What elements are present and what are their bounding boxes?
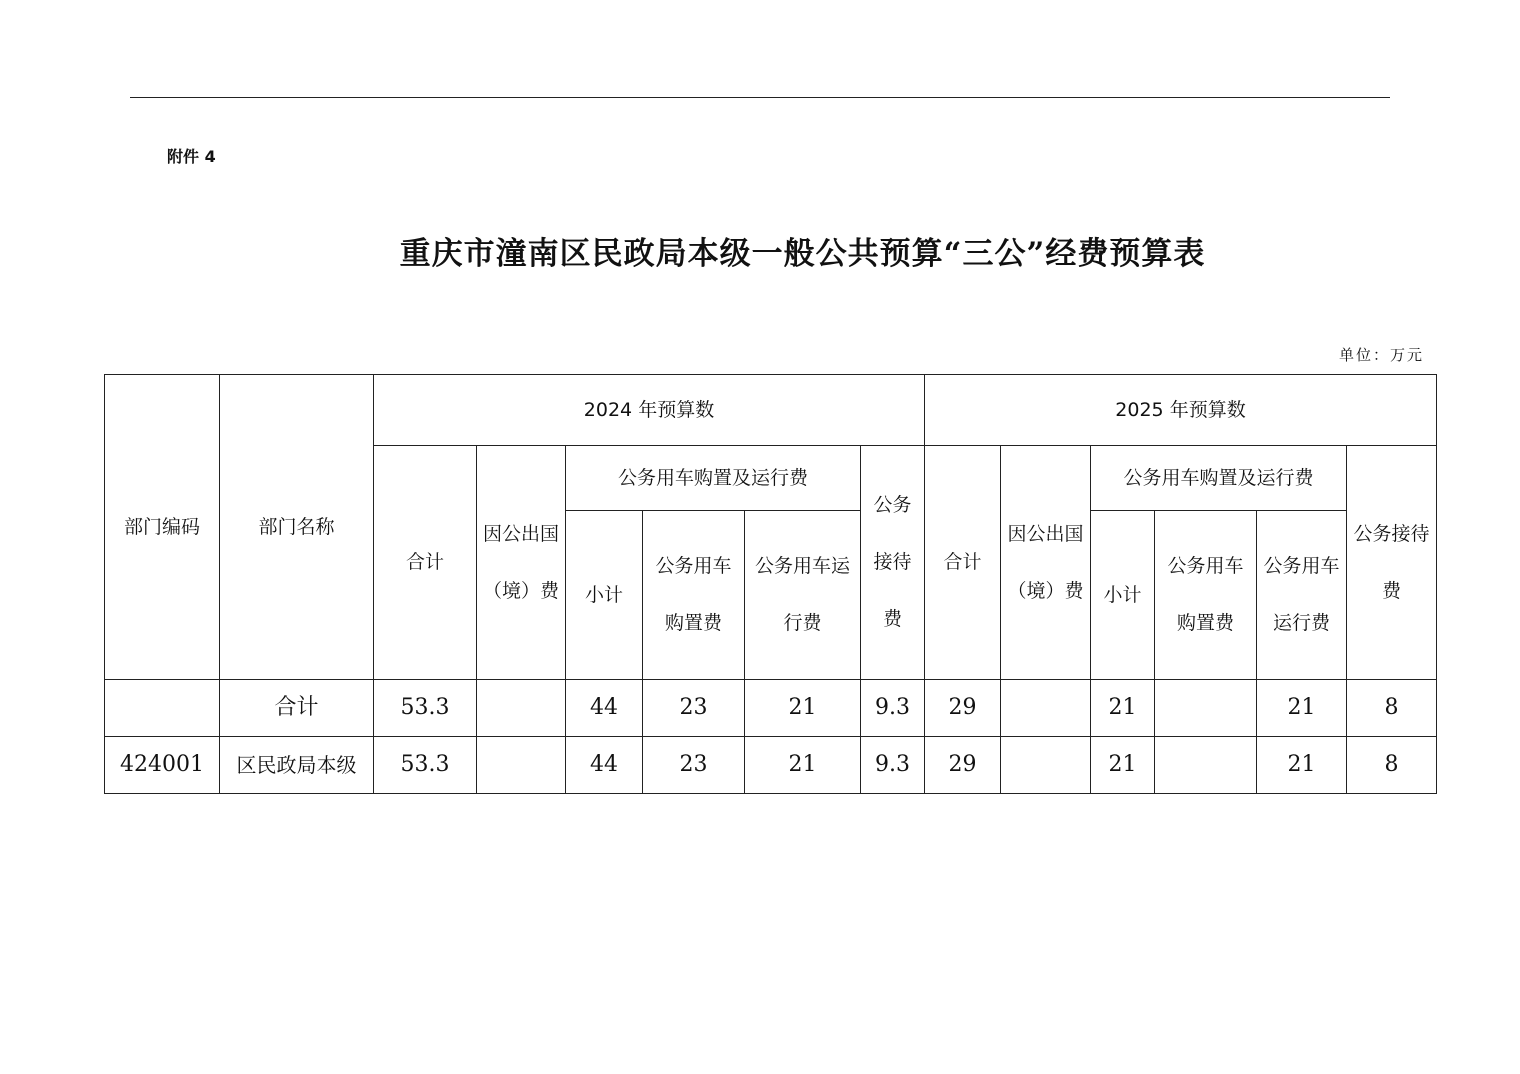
cell-2024-operation: 21 <box>745 737 861 794</box>
cell-2025-abroad <box>1001 737 1091 794</box>
header-2025-subtotal: 小计 <box>1091 511 1155 680</box>
header-2024-vehicle-purchase: 公务用车购置费 <box>643 511 745 680</box>
unit-label: 单位：万元 <box>1338 346 1424 364</box>
table-row <box>105 737 1437 794</box>
header-2024-total: 合计 <box>374 446 477 680</box>
cell-2024-reception: 9.3 <box>861 680 925 737</box>
cell-2024-purchase: 23 <box>643 737 745 794</box>
header-year-2024: 2024 年预算数 <box>374 375 925 446</box>
header-2025-vehicle-purchase: 公务用车购置费 <box>1155 511 1257 680</box>
cell-2025-total: 29 <box>925 680 1001 737</box>
cell-2025-reception: 8 <box>1347 737 1437 794</box>
header-2024-vehicle-group: 公务用车购置及运行费 <box>566 446 861 511</box>
cell-dept-code: 424001 <box>105 737 220 794</box>
cell-dept-name: 区民政局本级 <box>220 737 374 794</box>
header-2025-abroad: 因公出国（境）费 <box>1001 446 1091 680</box>
cell-2025-purchase <box>1155 680 1257 737</box>
header-dept-name: 部门名称 <box>220 375 374 680</box>
header-2025-vehicle-operation: 公务用车运行费 <box>1257 511 1347 680</box>
header-rule <box>130 97 1390 98</box>
header-2025-reception: 公务接待费 <box>1347 446 1437 680</box>
header-2025-vehicle-group: 公务用车购置及运行费 <box>1091 446 1347 511</box>
cell-2024-subtotal: 44 <box>566 737 643 794</box>
header-2024-subtotal: 小计 <box>566 511 643 680</box>
header-2024-abroad: 因公出国（境）费 <box>477 446 566 680</box>
cell-2025-reception: 8 <box>1347 680 1437 737</box>
table-row-total <box>105 680 1437 737</box>
header-2024-vehicle-operation: 公务用车运行费 <box>745 511 861 680</box>
cell-2025-operation: 21 <box>1257 737 1347 794</box>
cell-dept-name: 合计 <box>220 680 374 737</box>
cell-2024-operation: 21 <box>745 680 861 737</box>
cell-2024-abroad <box>477 737 566 794</box>
cell-2024-subtotal: 44 <box>566 680 643 737</box>
attachment-label: 附件 4 <box>167 147 216 166</box>
cell-2024-abroad <box>477 680 566 737</box>
cell-2024-total: 53.3 <box>374 737 477 794</box>
header-dept-code: 部门编码 <box>105 375 220 680</box>
cell-2025-subtotal: 21 <box>1091 737 1155 794</box>
cell-2025-total: 29 <box>925 737 1001 794</box>
cell-2024-reception: 9.3 <box>861 737 925 794</box>
budget-table <box>104 374 1437 794</box>
cell-2025-subtotal: 21 <box>1091 680 1155 737</box>
cell-dept-code <box>105 680 220 737</box>
cell-2024-total: 53.3 <box>374 680 477 737</box>
page-title: 重庆市潼南区民政局本级一般公共预算“三公”经费预算表 <box>399 236 1206 272</box>
header-2024-reception: 公务接待费 <box>861 446 925 680</box>
cell-2024-purchase: 23 <box>643 680 745 737</box>
header-year-2025: 2025 年预算数 <box>925 375 1437 446</box>
cell-2025-purchase <box>1155 737 1257 794</box>
cell-2025-abroad <box>1001 680 1091 737</box>
header-2025-total: 合计 <box>925 446 1001 680</box>
cell-2025-operation: 21 <box>1257 680 1347 737</box>
